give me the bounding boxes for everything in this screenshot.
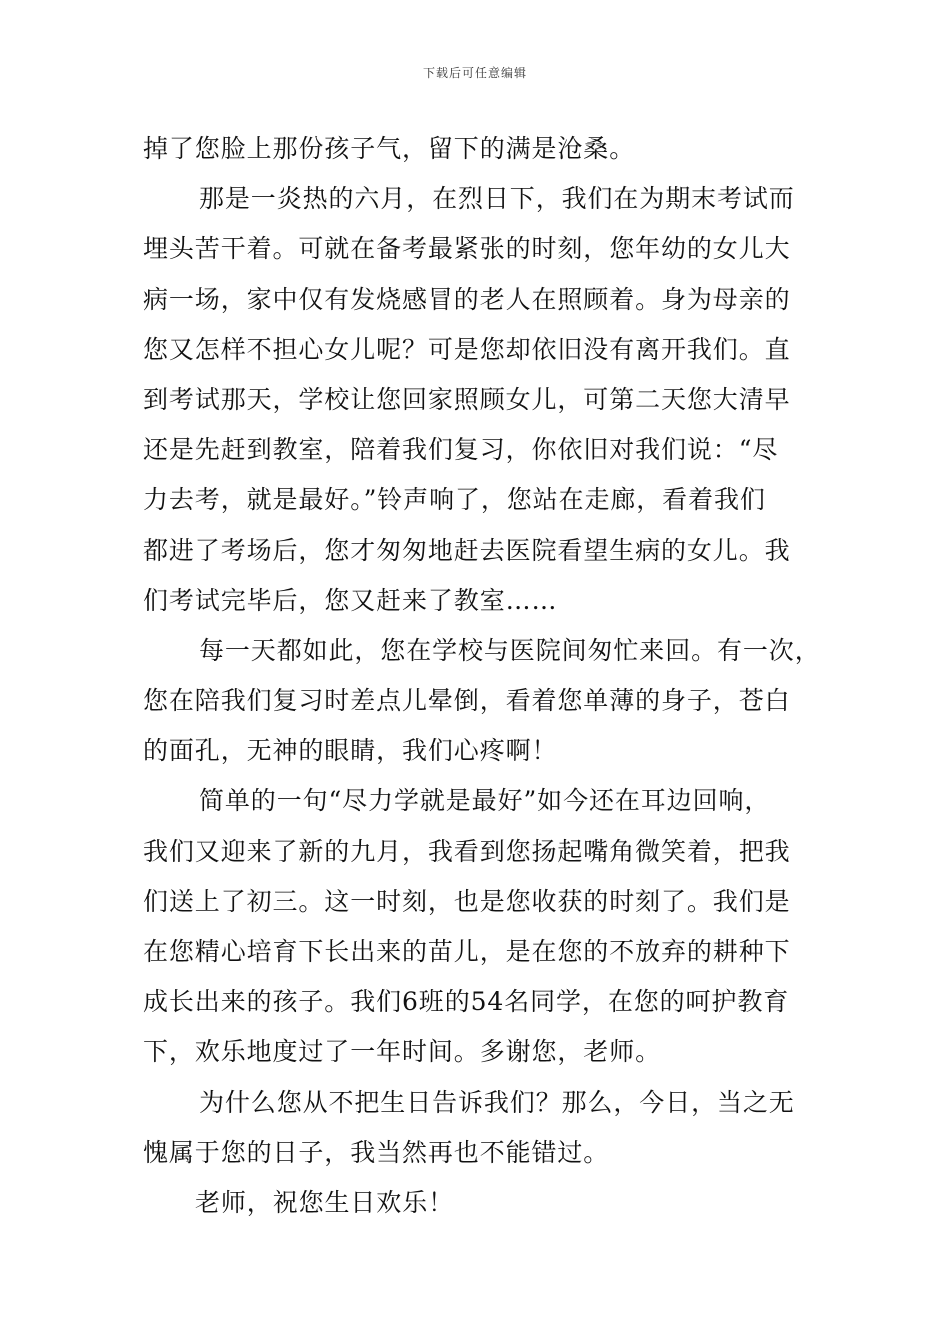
text-line: 还是先赶到教室，陪着我们复习，你依旧对我们说：“尽 [143, 435, 779, 465]
paragraph-start-line: 为什么您从不把生日告诉我们？那么，今日，当之无 [199, 1087, 795, 1117]
text-line: 到考试那天，学校让您回家照顾女儿，可第二天您大清早 [143, 384, 791, 414]
text-line: 您又怎样不担心女儿呢？可是您却依旧没有离开我们。直 [143, 334, 791, 364]
text-line: 在您精心培育下长出来的苗儿，是在您的不放弃的耕种下 [143, 937, 791, 966]
paragraph-start-line: 简单的一句“尽力学就是最好”如今还在耳边回响， [199, 786, 771, 816]
text-line: 下，欢乐地度过了一年时间。多谢您，老师。 [143, 1037, 662, 1067]
text-line: 掉了您脸上那份孩子气，留下的满是沧桑。 [143, 134, 636, 163]
article-body [143, 124, 823, 1228]
text-line: 您在陪我们复习时差点儿晕倒，看着您单薄的身子，苍白 [143, 686, 791, 716]
text-line: 们送上了初三。这一时刻，也是您收获的时刻了。我们是 [143, 886, 791, 916]
text-line: 们考试完毕后，您又赶来了教室…… [143, 585, 558, 615]
text-line: 埋头苦干着。可就在备考最紧张的时刻，您年幼的女儿大 [143, 234, 791, 264]
text-line: 成长出来的孩子。我们6班的54名同学，在您的呵护教育 [143, 987, 790, 1017]
text-line: 我们又迎来了新的九月，我看到您扬起嘴角微笑着，把我 [143, 836, 791, 866]
text-line: 力去考，就是最好。”铃声响了，您站在走廊，看着我们 [143, 485, 766, 515]
page-header-note: 下载后可任意编辑 [422, 66, 527, 80]
text-line: 病一场，家中仅有发烧感冒的老人在照顾着。身为母亲的 [143, 284, 791, 314]
text-line: 的面孔，无神的眼睛，我们心疼啊！ [143, 736, 558, 766]
paragraph-start-line: 那是一炎热的六月，在烈日下，我们在为期末考试而 [199, 184, 795, 214]
text-line: 愧属于您的日子，我当然再也不能错过。 [143, 1137, 610, 1167]
text-line: 都进了考场后，您才匆匆地赶去医院看望生病的女儿。我 [143, 535, 791, 565]
closing-greeting-line: 老师，祝您生日欢乐！ [195, 1187, 455, 1217]
paragraph-start-line: 每一天都如此，您在学校与医院间匆忙来回。有一次， [199, 635, 821, 665]
